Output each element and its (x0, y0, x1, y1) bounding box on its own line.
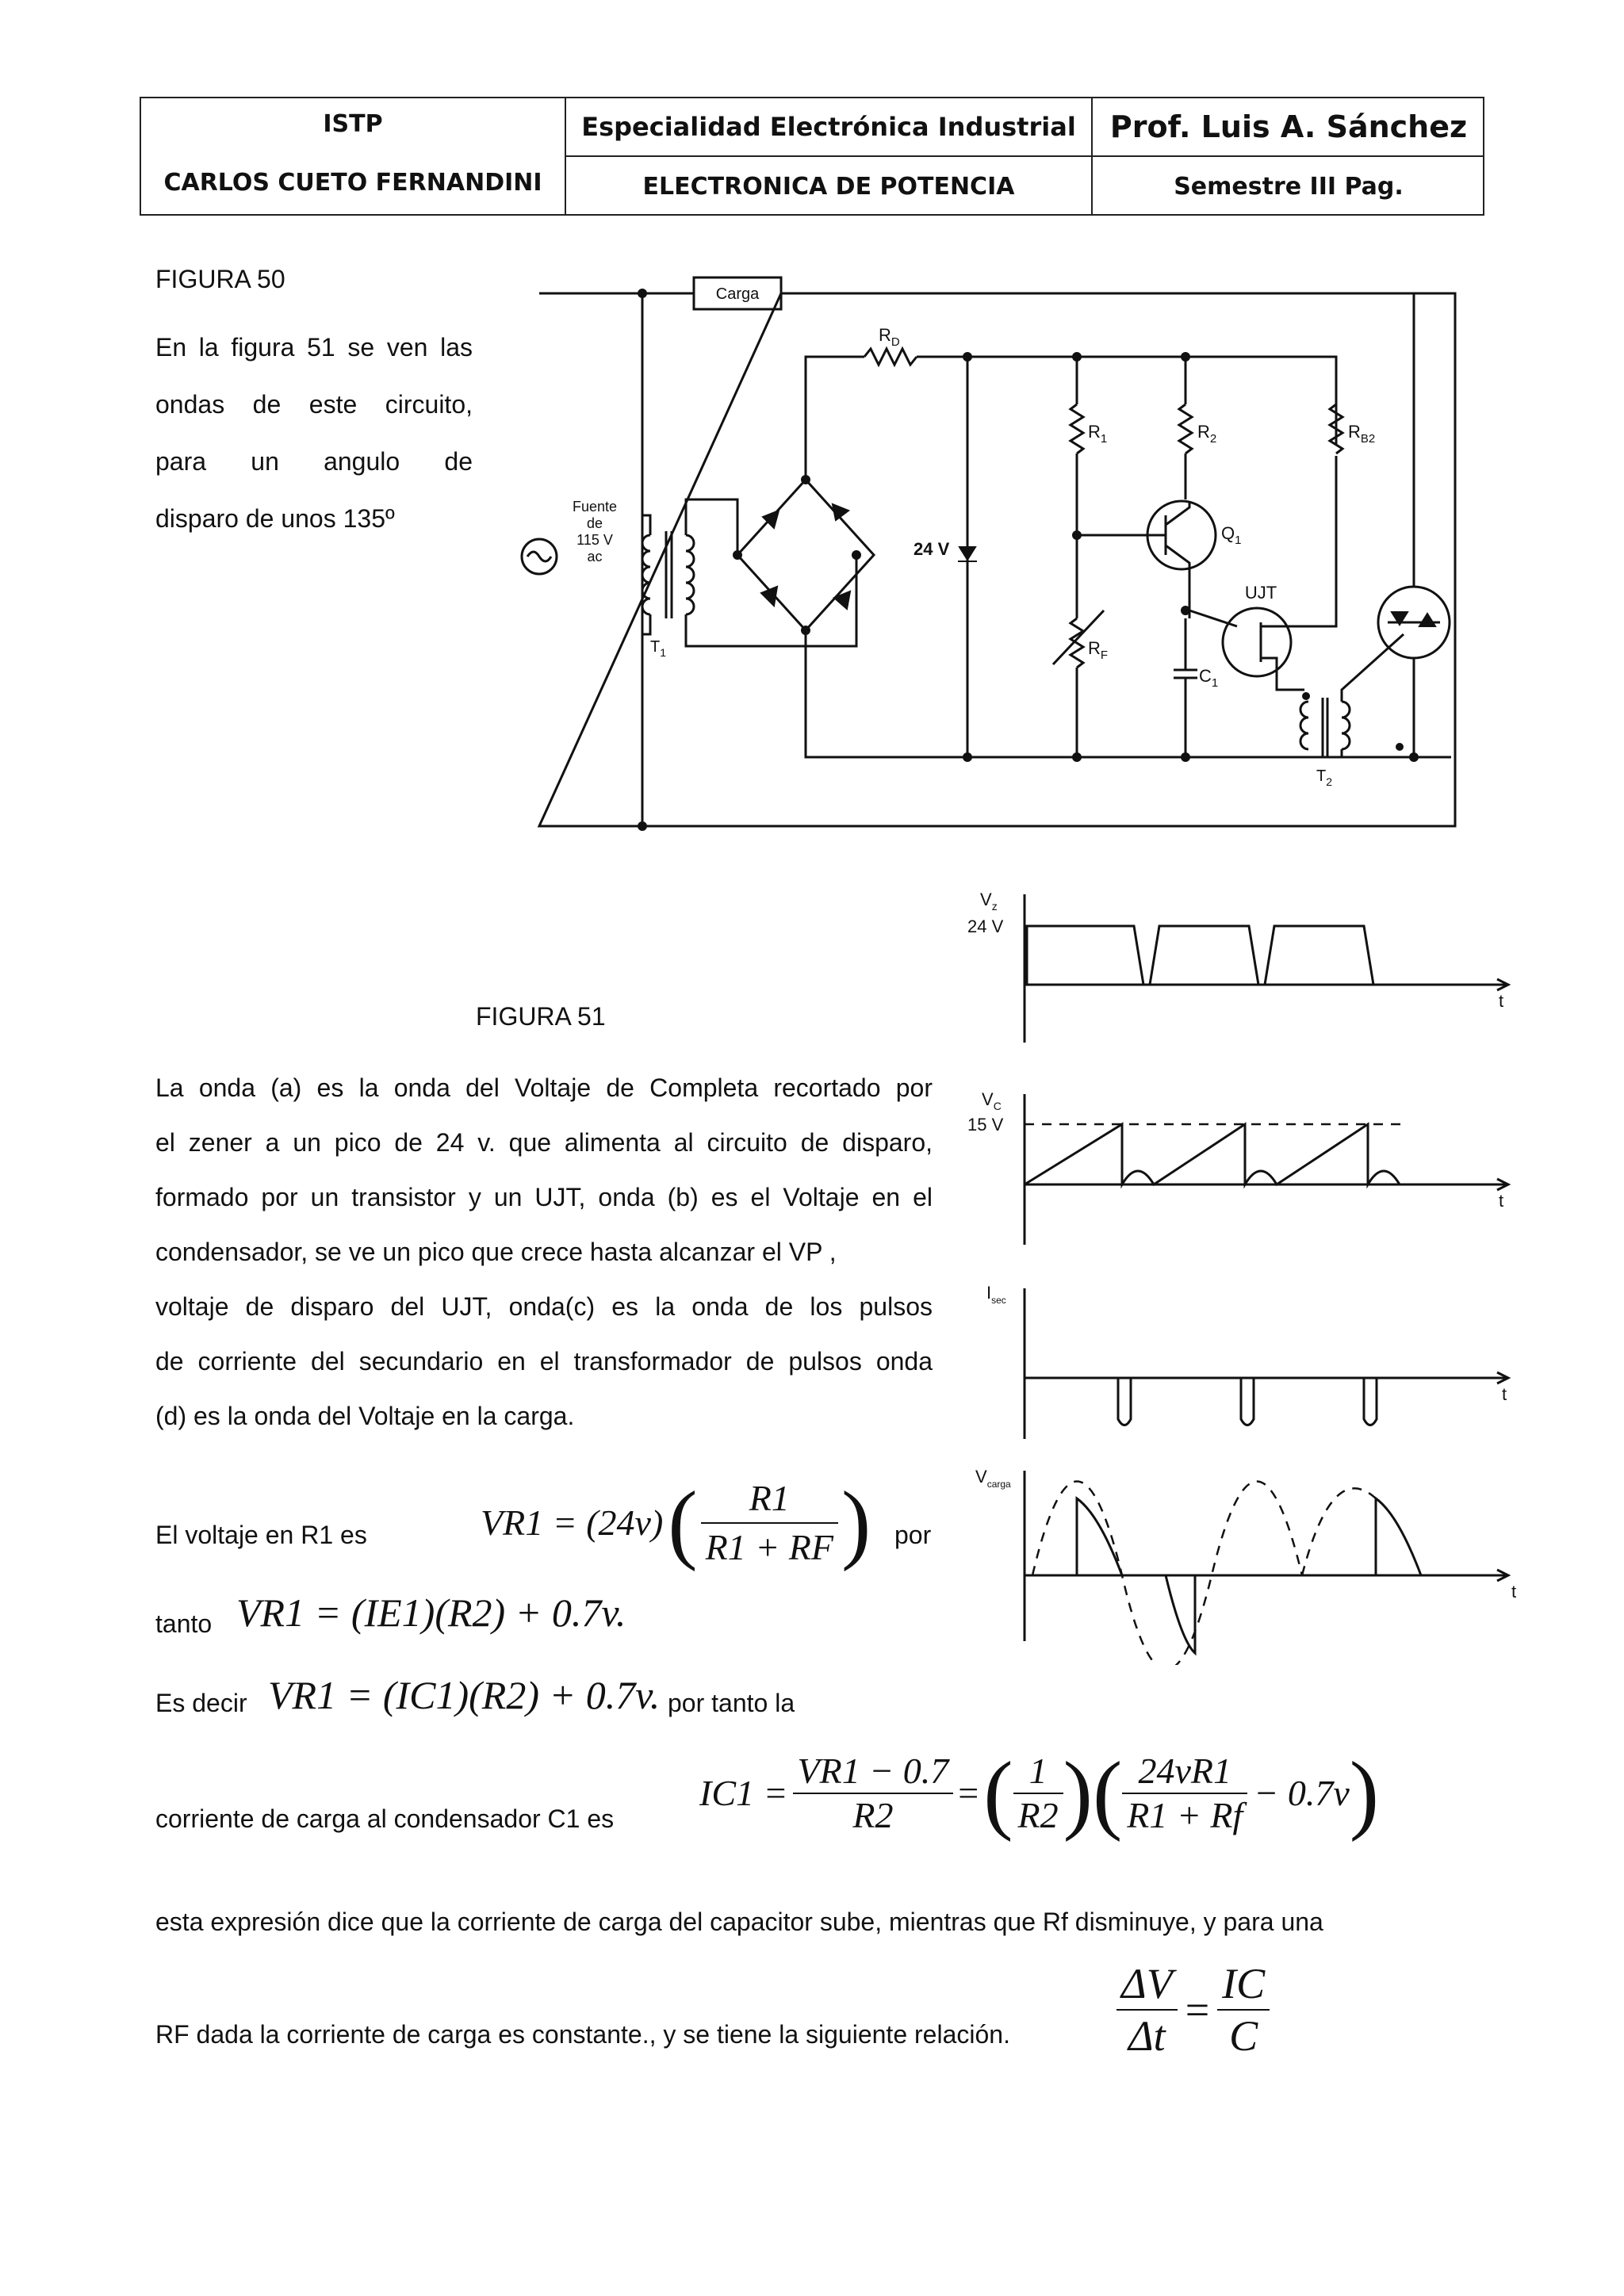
vc-axis-label: $V_C$ (982, 1089, 1002, 1112)
vz-level-label: 24 V (967, 916, 1004, 936)
t-axis-label-b: t (1499, 1191, 1504, 1211)
eq-line3-suffix: por tanto la (668, 1689, 795, 1717)
eq4-frac3-den: R1 + Rf (1127, 1795, 1243, 1835)
c1-label: $C_1$ (1199, 666, 1219, 690)
load-label: Carga (715, 285, 760, 303)
equation-vr1-ic1: VR1 = (IC1)(R2) + 0.7v. (268, 1673, 661, 1717)
eq-line1-suffix: por (894, 1521, 932, 1549)
relation-line: RF dada la corriente de carga es constante., y se tiene la siguiente relación. (155, 2020, 1010, 2049)
paragraph-line: formado por un transistor y un UJT, onda (b) es el Voltaje en el (155, 1183, 933, 1211)
waveform-plots (959, 880, 1530, 1665)
eq4-tail: − 0.7v (1254, 1773, 1350, 1813)
eq4-frac1-num: VR1 − 0.7 (793, 1750, 954, 1794)
eq1-denominator: R1 + RF (705, 1527, 833, 1567)
source-label-1: Fuente (572, 499, 618, 515)
paragraph-line: el zener a un pico de 24 v. que alimenta al circuito de disparo, (155, 1128, 933, 1157)
eq6-frac2-den: C (1229, 2012, 1258, 2060)
eq6-frac1-den: Δt (1128, 2012, 1166, 2060)
ujt-label: UJT (1244, 583, 1277, 603)
professor: Prof. Luis A. Sánchez (1109, 109, 1468, 144)
caption-line: En la figura 51 se ven las (155, 333, 473, 362)
eq4-equals: = (958, 1773, 979, 1813)
eq-line2-prefix: tanto (155, 1609, 213, 1638)
caption-line: para un angulo de (155, 447, 473, 476)
t1-label: $T_1$ (650, 638, 667, 659)
header-table (140, 97, 1484, 216)
source-label-3: 115 V (576, 532, 613, 548)
paragraph-line: La onda (a) es la onda del Voltaje de Completa recortado por (155, 1073, 933, 1102)
t2-label: $T_2$ (1316, 767, 1333, 788)
eq4-frac3-num: 24vR1 (1122, 1750, 1247, 1794)
r1-label: $R_1$ (1088, 422, 1108, 446)
q1-label: $Q_1$ (1221, 523, 1242, 547)
circuit-diagram (476, 262, 1483, 840)
specialty: Especialidad Electrónica Industrial (581, 112, 1076, 142)
zener-label: 24 V (914, 539, 950, 559)
semester: Semestre III Pag. (1174, 172, 1404, 201)
figure-50-label: FIGURA 50 (155, 265, 285, 293)
school-name: CARLOS CUETO FERNANDINI (163, 168, 542, 197)
eq-line1-prefix: El voltaje en R1 es (155, 1521, 367, 1549)
isec-axis-label: $I_{sec}$ (986, 1283, 1006, 1306)
paragraph-line: condensador, se ve un pico que crece hasta alcanzar el VP , (155, 1238, 837, 1266)
t-axis-label-a: t (1499, 991, 1504, 1011)
school-short: ISTP (323, 109, 383, 138)
vcarga-axis-label: $V_{carga}$ (975, 1467, 1011, 1490)
rf-label: $R_F$ (1088, 638, 1109, 662)
figure-50-caption (155, 333, 473, 561)
source-label-2: de (586, 515, 603, 531)
r2-label: $R_2$ (1197, 422, 1217, 446)
equation-ic1: IC1 = $\frac{VR1 - 0.7}{R2}$ = ( $\frac{1}{R2}$ )( $\frac{24vR1}{R1 + Rf}$ − 0.7v ) (699, 1744, 1380, 1843)
eq-line4-prefix: corriente de carga al condensador C1 es (155, 1804, 615, 1833)
paragraph-line: voltaje de disparo del UJT, onda(c) es la onda de los pulsos (155, 1292, 933, 1321)
caption-line: disparo de unos 135º (155, 504, 395, 533)
paragraph-line: de corriente del secundario en el transformador de pulsos onda (155, 1347, 933, 1376)
equation-vr1-ie1: VR1 = (IE1)(R2) + 0.7v. (236, 1590, 626, 1635)
conclusion-line: esta expresión dice que la corriente de carga del capacitor sube, mientras que Rf disminuye, y para una (155, 1908, 1323, 1936)
equation-dv-dt (1116, 1958, 1270, 2061)
vz-axis-label: $V_z$ (980, 890, 998, 913)
eq6-frac2-num: IC (1217, 1958, 1270, 2011)
t-axis-label-c: t (1502, 1384, 1507, 1404)
equation-vr1-divider: VR1 = (24v) ( $\frac{R1}{R1 + RF}$ ) (481, 1474, 871, 1572)
figure-51-paragraph (155, 1073, 933, 1456)
eq4-lhs: IC1 = (699, 1773, 788, 1813)
eq4-frac2-num: 1 (1013, 1750, 1063, 1794)
source-label-4: ac (587, 549, 603, 564)
eq4-frac1-den: R2 (852, 1795, 894, 1835)
eq6-frac1-num: ΔV (1116, 1958, 1178, 2011)
rd-label: $R_D$ (879, 325, 900, 349)
vc-level-label: 15 V (967, 1115, 1004, 1135)
caption-line: ondas de este circuito, (155, 390, 473, 419)
eq4-frac2-den: R2 (1017, 1795, 1059, 1835)
t-axis-label-d: t (1511, 1582, 1517, 1601)
eq1-numerator: R1 (701, 1475, 838, 1524)
eq1-lhs: VR1 = (24v) (481, 1502, 664, 1543)
paragraph-line: (d) es la onda del Voltaje en la carga. (155, 1402, 575, 1430)
eq6-equals: = (1185, 1986, 1210, 2034)
rb2-label: $R_{B2}$ (1348, 422, 1376, 446)
course-name: ELECTRONICA DE POTENCIA (642, 172, 1015, 201)
eq-line3-prefix: Es decir (155, 1689, 247, 1717)
figure-51-label: FIGURA 51 (476, 1002, 606, 1031)
